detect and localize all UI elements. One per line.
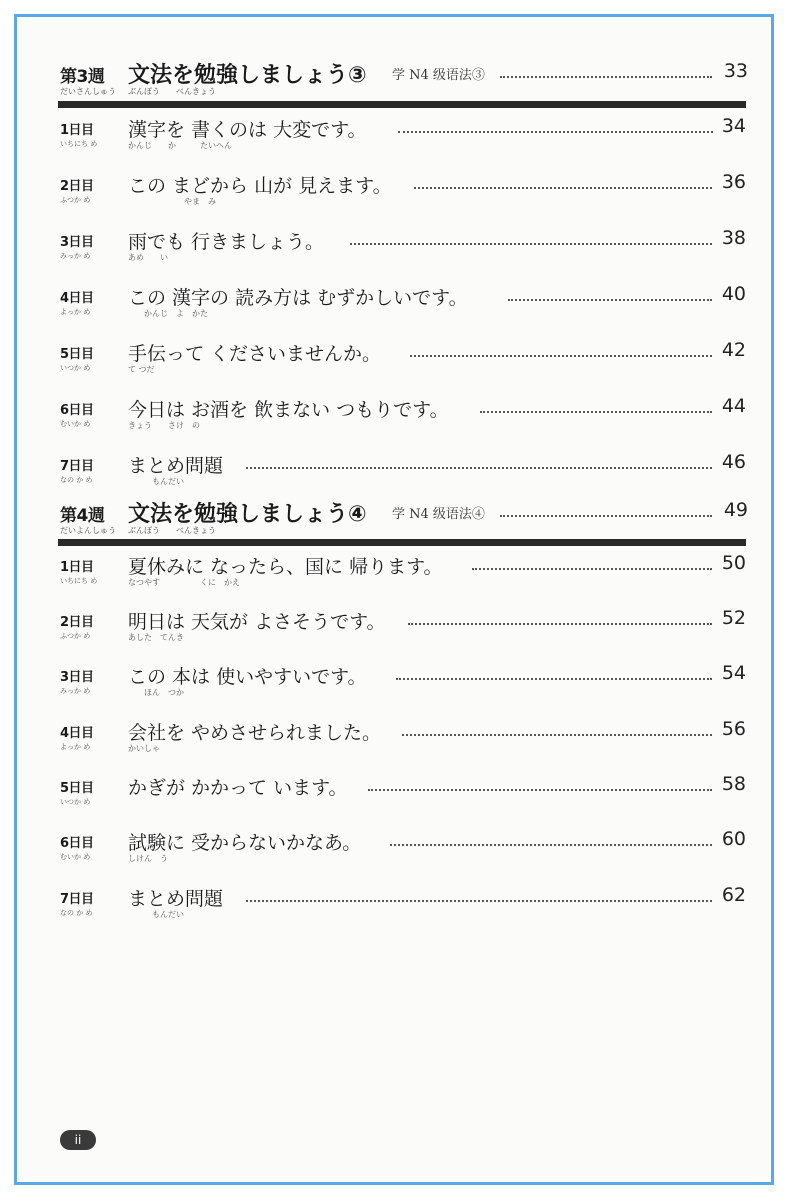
lesson-furigana: あめ い <box>128 253 168 262</box>
day-furigana: よっか め <box>60 308 91 316</box>
day-furigana: むいか め <box>60 853 91 861</box>
section-rule <box>58 539 746 546</box>
lesson-title: 今日は お酒を 飲まない つもりです。 <box>128 399 449 421</box>
toc-row[interactable] <box>58 283 746 323</box>
toc-row[interactable] <box>58 828 746 868</box>
lesson-title: 手伝って くださいませんか。 <box>128 343 382 365</box>
day-label: 4日目 <box>60 726 94 741</box>
toc-row[interactable] <box>58 552 746 592</box>
leader-dots <box>408 623 712 625</box>
page-number: 46 <box>721 451 746 473</box>
day-furigana: いちにち め <box>60 577 98 585</box>
lesson-furigana: かんじ よ かた <box>128 309 208 318</box>
day-label: 7日目 <box>60 892 94 907</box>
toc-row[interactable] <box>58 339 746 379</box>
page-number: 50 <box>721 552 746 574</box>
week-page-number: 49 <box>723 499 748 521</box>
lesson-furigana: かんじ か たいへん <box>128 141 232 150</box>
toc-row[interactable] <box>58 607 746 647</box>
page-number: 52 <box>721 607 746 629</box>
day-label: 2日目 <box>60 179 94 194</box>
page-number: 34 <box>721 115 746 137</box>
lesson-furigana: もんだい <box>128 910 184 919</box>
lesson-title: この 本は 使いやすいです。 <box>128 666 367 688</box>
week-subtitle: 学 N4 级语法③ <box>392 68 485 83</box>
day-label: 5日目 <box>60 781 94 796</box>
day-furigana: なの か め <box>60 909 93 917</box>
toc-row[interactable] <box>58 662 746 702</box>
leader-dots <box>350 243 712 245</box>
leader-dots <box>402 734 712 736</box>
week-label: 第4週 <box>60 506 105 526</box>
lesson-furigana: かいしゃ <box>128 744 160 753</box>
week-subtitle: 学 N4 级语法④ <box>392 507 485 522</box>
day-furigana: よっか め <box>60 743 91 751</box>
day-furigana: みっか め <box>60 252 91 260</box>
day-label: 7日目 <box>60 459 94 474</box>
leader-dots <box>500 515 712 517</box>
day-label: 6日目 <box>60 836 94 851</box>
leader-dots <box>480 411 712 413</box>
day-furigana: むいか め <box>60 420 91 428</box>
leader-dots <box>396 678 712 680</box>
day-label: 1日目 <box>60 123 94 138</box>
week-page-number: 33 <box>723 60 748 82</box>
toc-row[interactable] <box>58 227 746 267</box>
lesson-title: まとめ問題 <box>128 455 224 477</box>
lesson-furigana: やま み <box>128 197 216 206</box>
page-folio-badge: ii <box>60 1130 96 1150</box>
toc-row[interactable] <box>58 718 746 758</box>
week-label: 第3週 <box>60 67 105 87</box>
lesson-furigana: ほん つか <box>128 688 184 697</box>
lesson-title: 雨でも 行きましょう。 <box>128 231 325 253</box>
leader-dots <box>368 789 712 791</box>
lesson-title: かぎが かかって います。 <box>128 777 348 799</box>
day-label: 3日目 <box>60 670 94 685</box>
lesson-furigana: しけん う <box>128 854 168 863</box>
leader-dots <box>398 131 713 133</box>
week-title: 文法を勉強しましょう④ <box>128 502 367 527</box>
lesson-title: 夏休みに なったら、国に 帰ります。 <box>128 556 443 578</box>
page-number: 36 <box>721 171 746 193</box>
day-furigana: ふつか め <box>60 196 91 204</box>
lesson-title: 漢字を 書くのは 大変です。 <box>128 119 367 141</box>
day-label: 2日目 <box>60 615 94 630</box>
lesson-furigana: あした てんき <box>128 633 184 642</box>
toc-row[interactable] <box>58 395 746 435</box>
week-label-furigana: だいよんしゅう <box>60 526 116 535</box>
page-number: 60 <box>721 828 746 850</box>
week-label-furigana: だいさんしゅう <box>60 87 116 96</box>
day-furigana: ふつか め <box>60 632 91 640</box>
leader-dots <box>508 299 712 301</box>
day-furigana: みっか め <box>60 687 91 695</box>
lesson-furigana: もんだい <box>128 477 184 486</box>
lesson-title: 会社を やめさせられました。 <box>128 722 382 744</box>
page-number: 62 <box>721 884 746 906</box>
lesson-title: 試験に 受からないかなあ。 <box>128 832 362 854</box>
week-title-furigana: ぶんぽう べんきょう <box>128 87 216 96</box>
toc-row[interactable] <box>58 115 746 155</box>
lesson-furigana: て つだ <box>128 365 155 374</box>
toc-row[interactable] <box>58 171 746 211</box>
page-number: 42 <box>721 339 746 361</box>
leader-dots <box>246 467 712 469</box>
lesson-furigana: きょう さけ の <box>128 421 200 430</box>
lesson-furigana: なつやす くに かえ <box>128 578 240 587</box>
toc-row[interactable] <box>58 773 746 813</box>
day-label: 6日目 <box>60 403 94 418</box>
page-number: 58 <box>721 773 746 795</box>
page-number: 40 <box>721 283 746 305</box>
lesson-title: まとめ問題 <box>128 888 224 910</box>
page-number: 56 <box>721 718 746 740</box>
day-label: 4日目 <box>60 291 94 306</box>
leader-dots <box>246 900 712 902</box>
week-title: 文法を勉強しましょう③ <box>128 63 367 88</box>
day-label: 1日目 <box>60 560 94 575</box>
day-label: 3日目 <box>60 235 94 250</box>
page-number: 44 <box>721 395 746 417</box>
page-number: 38 <box>721 227 746 249</box>
day-furigana: なの か め <box>60 476 93 484</box>
leader-dots <box>390 844 712 846</box>
lesson-title: 明日は 天気が よさそうです。 <box>128 611 386 633</box>
toc-row[interactable] <box>58 884 746 924</box>
day-furigana: いつか め <box>60 364 91 372</box>
lesson-title: この まどから 山が 見えます。 <box>128 175 392 197</box>
leader-dots <box>410 355 712 357</box>
week-title-furigana: ぶんぽう べんきょう <box>128 526 216 535</box>
leader-dots <box>472 568 712 570</box>
lesson-title: この 漢字の 読み方は むずかしいです。 <box>128 287 468 309</box>
leader-dots <box>414 187 712 189</box>
toc-row[interactable] <box>58 451 746 491</box>
day-furigana: いつか め <box>60 798 91 806</box>
page-number: 54 <box>721 662 746 684</box>
section-rule <box>58 101 746 108</box>
day-furigana: いちにち め <box>60 140 98 148</box>
day-label: 5日目 <box>60 347 94 362</box>
leader-dots <box>500 76 712 78</box>
